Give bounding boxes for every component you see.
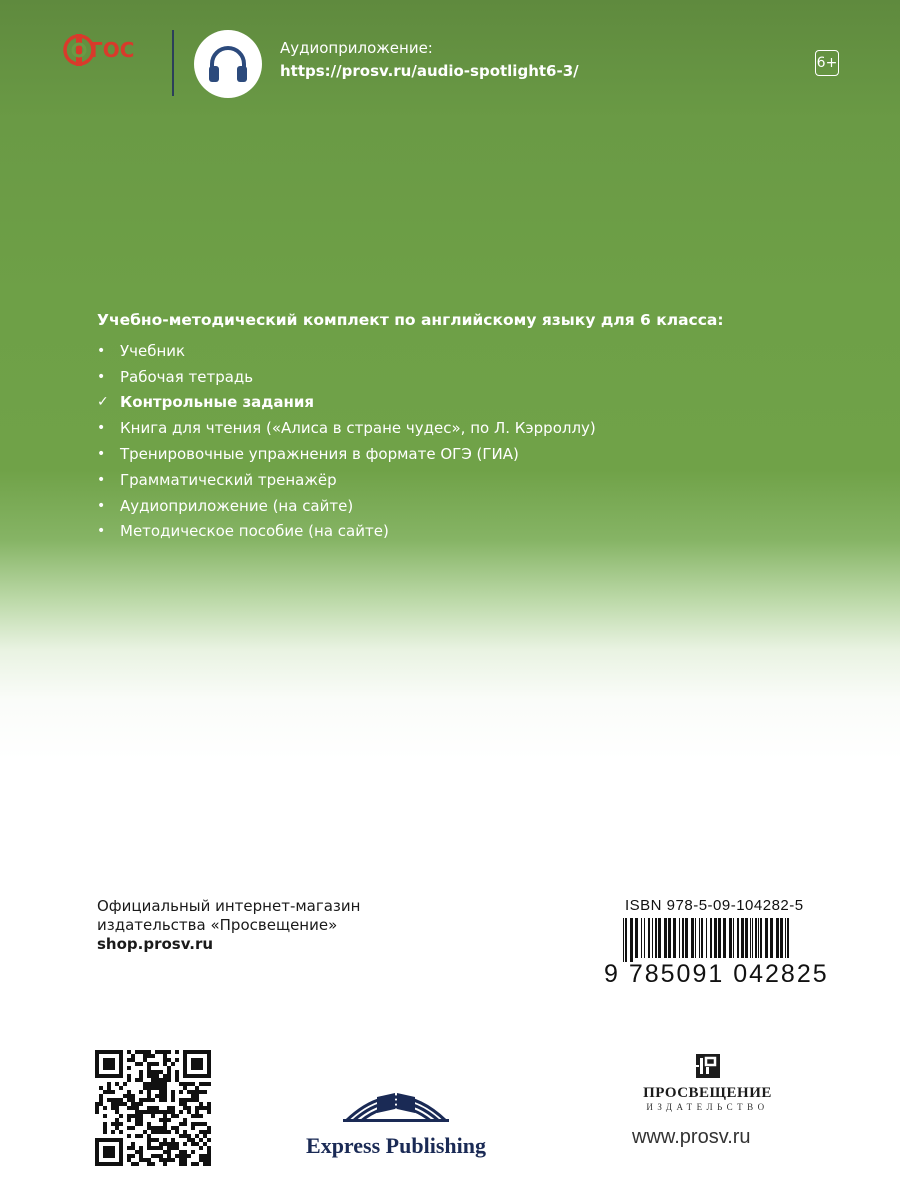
qr-code-icon [95, 1050, 211, 1166]
bullet-icon: • [97, 342, 106, 359]
list-item-label: Книга для чтения («Алиса в стране чудес», по Л. Кэрроллу) [120, 419, 596, 438]
prosveshchenie-emblem-icon [695, 1053, 721, 1079]
kit-list [97, 338, 596, 544]
ean-digits: 9 785091 042825 [604, 960, 829, 988]
list-item [97, 493, 596, 519]
bullet-icon: • [97, 420, 106, 437]
prosveshchenie-name: ПРОСВЕЩЕНИЕ [643, 1085, 772, 1101]
bullet-icon: • [97, 446, 106, 463]
list-item [97, 390, 596, 416]
list-item [97, 338, 596, 364]
isbn-label: ISBN 978-5-09-104282-5 [625, 897, 804, 914]
list-item-label: Учебник [120, 341, 186, 360]
audio-label: Аудиоприложение: [280, 39, 433, 57]
bullet-icon: • [97, 497, 106, 514]
audio-url-link[interactable]: https://prosv.ru/audio-spotlight6-3/ [280, 62, 579, 80]
list-item-label: Рабочая тетрадь [120, 367, 254, 386]
list-item-label: Тренировочные упражнения в формате ОГЭ (ГИА) [120, 445, 519, 464]
express-publishing-logo [296, 1075, 496, 1159]
fgos-logo [62, 30, 134, 70]
bullet-icon: • [97, 523, 106, 540]
list-item [97, 441, 596, 467]
age-rating-badge: 6+ [815, 50, 839, 76]
prosveshchenie-logo [625, 1053, 790, 1112]
shop-url-link[interactable]: shop.prosv.ru [97, 935, 214, 953]
list-item-label: Контрольные задания [120, 393, 315, 412]
list-item-label: Аудиоприложение (на сайте) [120, 496, 354, 515]
list-item-label: Грамматический тренажёр [120, 470, 337, 489]
bullet-icon: • [97, 471, 106, 488]
prosv-url-link[interactable]: www.prosv.ru [632, 1126, 751, 1148]
shop-info [97, 897, 360, 954]
checkmark-icon: ✓ [97, 394, 109, 411]
shop-line-2: издательства «Просвещение» [97, 916, 338, 934]
express-publishing-name: Express Publishing [306, 1133, 486, 1158]
shop-line-1: Официальный интернет-магазин [97, 897, 361, 915]
list-item [97, 364, 596, 390]
list-item [97, 519, 596, 545]
fgos-label: ГОС [90, 38, 135, 62]
list-item [97, 415, 596, 441]
list-item-label: Методическое пособие (на сайте) [120, 522, 389, 541]
bullet-icon: • [97, 368, 106, 385]
prosveshchenie-subtitle: ИЗДАТЕЛЬСТВО [646, 1102, 769, 1112]
audio-badge [194, 30, 262, 98]
list-item [97, 467, 596, 493]
header-divider [172, 30, 174, 96]
open-book-icon [341, 1075, 451, 1125]
barcode-icon [623, 918, 791, 962]
kit-title: Учебно-методический комплект по английскому языку для 6 класса: [97, 311, 724, 329]
headphones-icon [206, 44, 250, 84]
